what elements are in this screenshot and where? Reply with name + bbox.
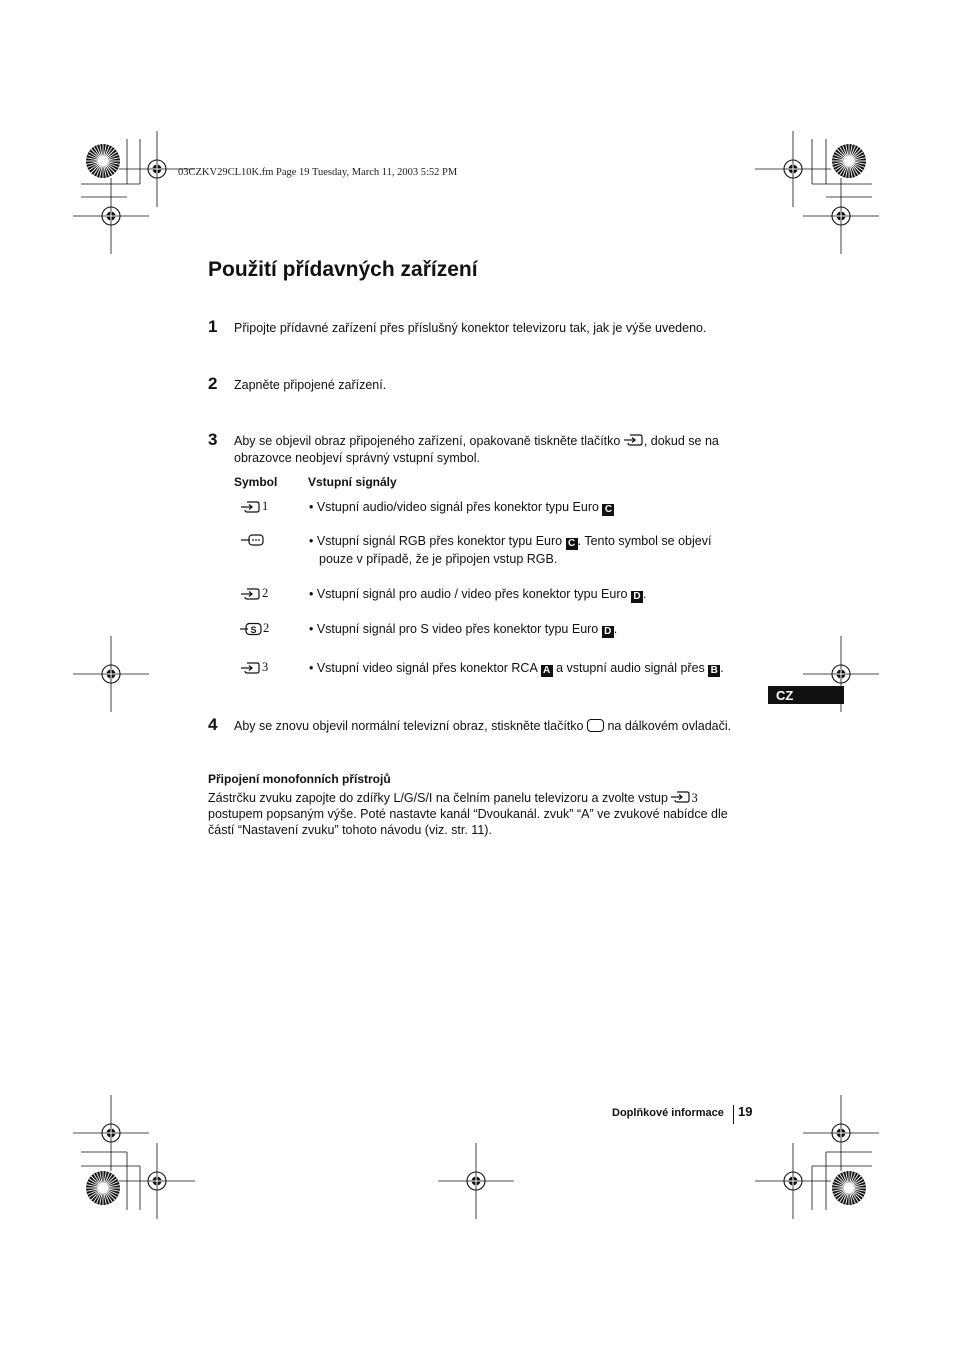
- file-info-header: 03CZKV29CL10K.fm Page 19 Tuesday, March 11, 2003 5:52 PM: [178, 167, 458, 178]
- symbol-number: 2: [263, 621, 270, 635]
- symbol-rgb: [241, 533, 265, 547]
- signal-row-text-line2: pouze v případě, že je připojen vstup RGB.: [319, 552, 558, 566]
- signal-row-1: [309, 498, 614, 516]
- step-4-text-a: Aby se znovu objevil normální televizní obraz, stiskněte tlačítko: [234, 719, 584, 733]
- input-icon: [241, 661, 261, 675]
- page-number: 19: [738, 1104, 753, 1119]
- paragraph-line-1: Zástrčku zvuku zapojte do zdířky L/G/S/I na čelním panelu televizoru a zvolte vstup: [208, 791, 668, 805]
- symbol-s-video-2: [240, 621, 269, 636]
- s-video-input-icon: [240, 622, 262, 636]
- rgb-input-icon: [241, 533, 265, 547]
- footer-section-label: Doplňkové informace: [612, 1107, 724, 1119]
- signal-row-text: • Vstupní signál pro S video přes konektor typu Euro: [309, 622, 602, 636]
- section-paragraph-mono: [208, 790, 768, 838]
- connector-label: D: [631, 591, 643, 603]
- connector-label: D: [602, 626, 614, 638]
- symbol-number: 3: [262, 660, 269, 674]
- tv-button-icon: [587, 719, 604, 732]
- column-header-symbol: Symbol: [234, 475, 278, 489]
- signal-row-3: [309, 585, 646, 603]
- input-number: 3: [691, 791, 698, 805]
- step-1-number: 1: [208, 317, 218, 336]
- section-heading-mono: Připojení monofonních přístrojů: [208, 772, 391, 786]
- signal-row-text-mid: a vstupní audio signál přes: [552, 661, 709, 675]
- svg-text:S: S: [250, 624, 257, 635]
- connector-label: C: [602, 504, 614, 516]
- column-header-signals: Vstupní signály: [308, 475, 397, 489]
- input-icon: [624, 433, 644, 447]
- signal-row-text-end: .: [720, 661, 724, 675]
- paragraph-line-3: částí “Nastavení zvuku” tohoto návodu (viz. str. 11).: [208, 823, 492, 837]
- signal-row-text: • Vstupní signál RGB přes konektor typu Euro: [309, 534, 566, 548]
- step-4-number: 4: [208, 715, 218, 734]
- step-4-text: [234, 718, 731, 735]
- step-3-number: 3: [208, 430, 218, 449]
- symbol-number: 1: [262, 499, 269, 513]
- signal-row-4: [309, 620, 617, 638]
- symbol-input-2: [241, 586, 268, 601]
- signal-row-text-end: .: [613, 622, 618, 636]
- input-icon: [671, 790, 691, 804]
- symbol-input-1: [241, 499, 268, 514]
- language-tab: CZ: [768, 686, 844, 704]
- signal-row-2: [309, 532, 749, 568]
- step-3-text: [234, 433, 754, 467]
- step-2-number: 2: [208, 374, 218, 393]
- signal-row-text-end: .: [642, 587, 647, 601]
- signal-row-text: • Vstupní signál pro audio / video přes konektor typu Euro: [309, 587, 631, 601]
- connector-label: C: [566, 538, 578, 550]
- symbol-number: 2: [262, 586, 269, 600]
- signal-row-text-end: . Tento symbol se objeví: [577, 534, 712, 548]
- connector-label: B: [708, 665, 720, 677]
- signal-row-text: • Vstupní audio/video signál přes konektor typu Euro: [309, 500, 603, 514]
- symbol-input-3: [241, 660, 268, 675]
- connector-label: A: [541, 665, 553, 677]
- input-icon: [241, 587, 261, 601]
- page-title: Použití přídavných zařízení: [208, 258, 478, 281]
- signal-row-text: • Vstupní video signál přes konektor RCA: [309, 661, 541, 675]
- step-4-text-b: na dálkovém ovladači.: [607, 719, 732, 733]
- input-icon: [241, 500, 261, 514]
- footer-divider: [733, 1105, 734, 1124]
- paragraph-line-2: postupem popsaným výše. Poté nastavte kanál “Dvoukanál. zvuk” “A” ve zvukové nabídce dle: [208, 807, 728, 821]
- step-2-text: Zapněte připojené zařízení.: [234, 378, 387, 392]
- signal-row-5: [309, 659, 724, 677]
- step-3-text-b: , dokud se na obrazovce neobjeví správný vstupní symbol.: [234, 434, 719, 465]
- step-3-text-a: Aby se objevil obraz připojeného zařízení, opakovaně tiskněte tlačítko: [234, 434, 621, 448]
- step-1-text: Připojte přídavné zařízení přes příslušný konektor televizoru tak, jak je výše uvedeno.: [234, 321, 707, 335]
